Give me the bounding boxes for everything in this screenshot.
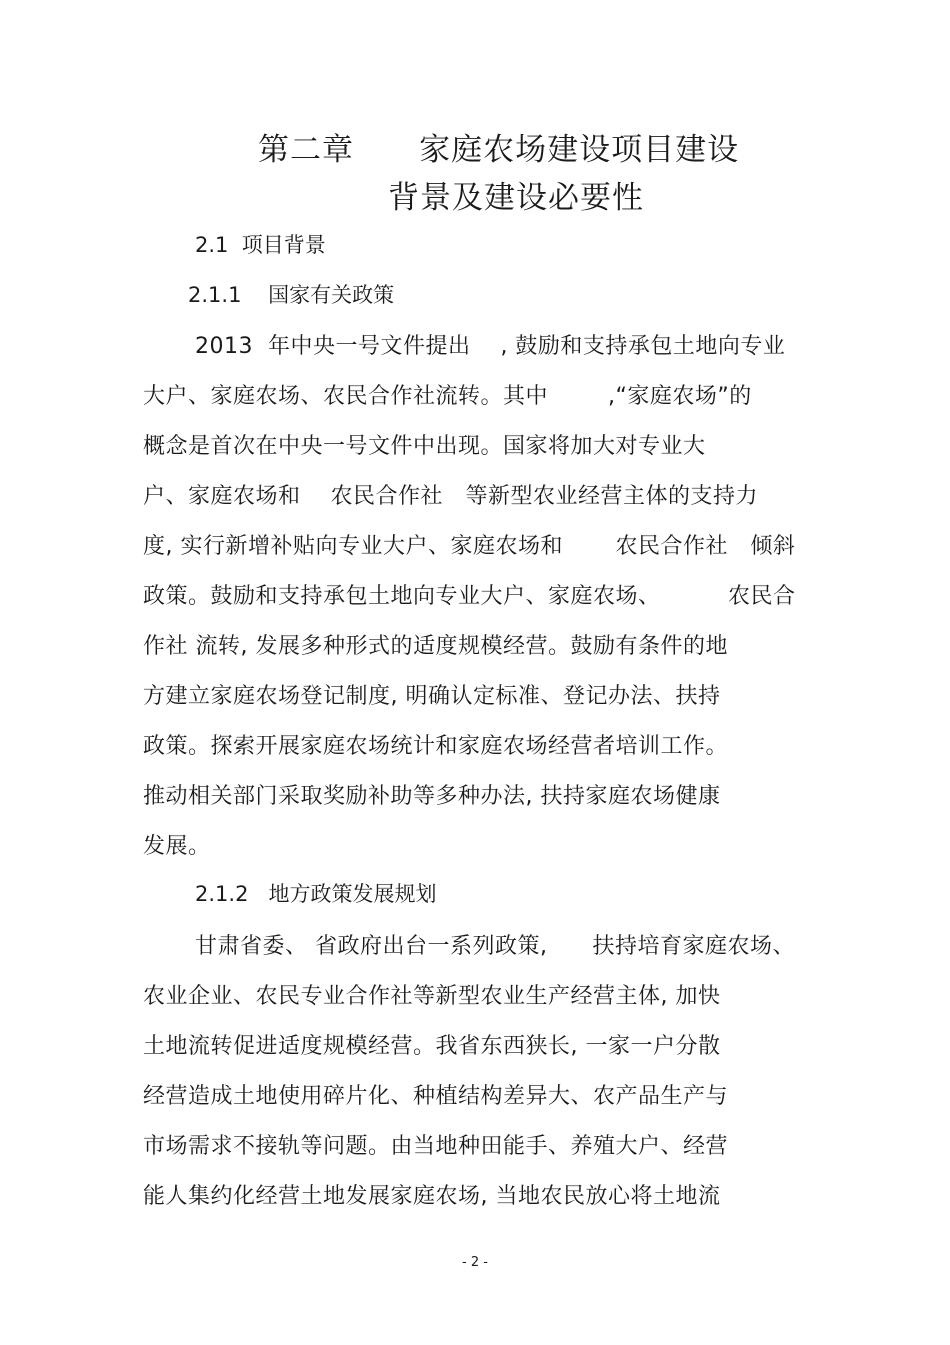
paragraph-line: 甘肃省委、 省政府出台一系列政策, 扶持培育家庭农场、 [195,934,795,959]
paragraph-line: 大户、家庭农场、农民合作社流转。其中 ,“家庭农场”的 [143,384,752,409]
chapter-title-line-1: 第二章 家庭农场建设项目建设 [258,132,740,168]
section-heading-2-1: 2.1 项目背景 [195,233,326,257]
paragraph-line: 作社 流转, 发展多种形式的适度规模经营。鼓励有条件的地 [143,634,728,659]
paragraph-line: 农业企业、农民专业合作社等新型农业生产经营主体, 加快 [143,984,721,1009]
paragraph-line: 度, 实行新增补贴向专业大户、家庭农场和 农民合作社 倾斜 [143,534,796,559]
paragraph-line: 推动相关部门采取奖励补助等多种办法, 扶持家庭农场健康 [143,784,721,809]
paragraph-line: 经营造成土地使用碎片化、种植结构差异大、农产品生产与 [143,1084,729,1109]
page-number: - 2 - [462,1255,488,1270]
paragraph-line: 户、家庭农场和 农民合作社 等新型农业经营主体的支持力 [143,484,758,509]
paragraph-line: 政策。探索开展家庭农场统计和家庭农场经营者培训工作。 [143,734,729,759]
paragraph-line: 概念是首次在中央一号文件中出现。国家将加大对专业大 [143,434,706,459]
section-heading-2-1-1: 2.1.1 国家有关政策 [188,283,395,307]
paragraph-line: 2013 年中央一号文件提出 , 鼓励和支持承包土地向专业 [195,334,786,359]
chapter-title-line-2: 背景及建设必要性 [388,180,644,216]
paragraph-line: 政策。鼓励和支持承包土地向专业大户、家庭农场、 农民合 [143,584,796,609]
paragraph-line: 土地流转促进适度规模经营。我省东西狭长, 一家一户分散 [143,1034,721,1059]
section-heading-2-1-2: 2.1.2 地方政策发展规划 [195,882,437,906]
paragraph-line: 方建立家庭农场登记制度, 明确认定标准、登记办法、扶持 [143,684,721,709]
paragraph-line: 能人集约化经营土地发展家庭农场, 当地农民放心将土地流 [143,1184,721,1209]
paragraph-line: 市场需求不接轨等问题。由当地种田能手、养殖大户、经营 [143,1134,729,1159]
paragraph-line: 发展。 [143,834,211,859]
